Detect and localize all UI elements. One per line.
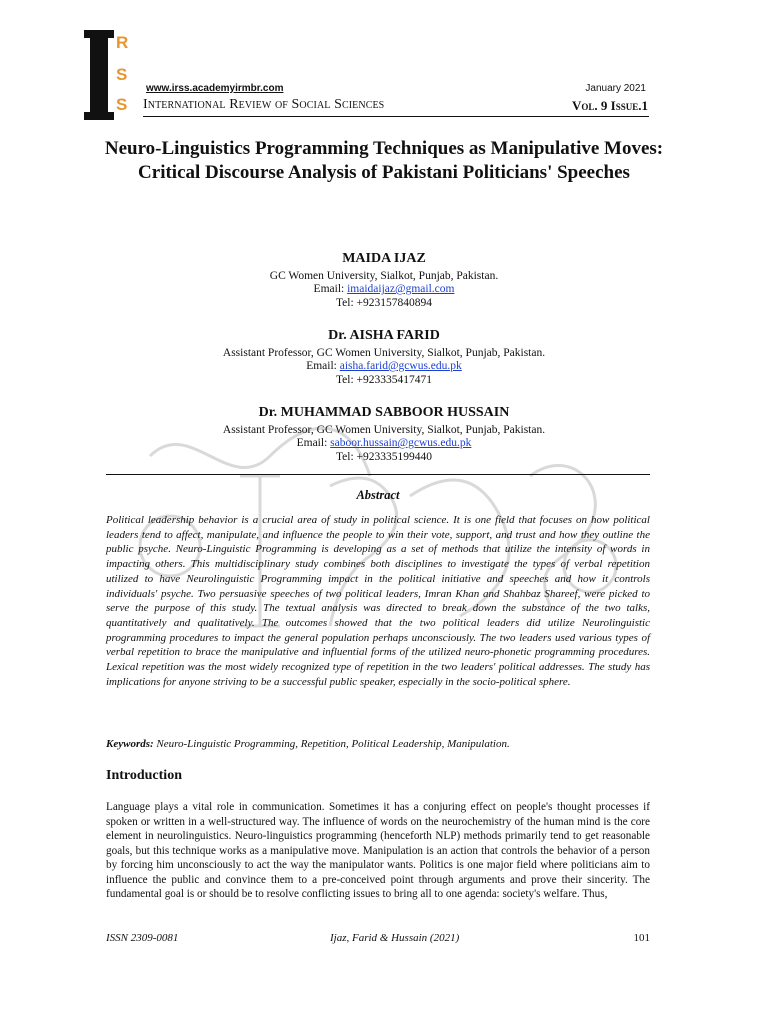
email-label: Email: (313, 283, 348, 295)
author-block-2 (100, 329, 668, 387)
logo-letter-s1: S (116, 65, 128, 84)
abstract-divider (106, 474, 650, 475)
volume-issue: Vol. 9 Issue.1 (572, 98, 648, 113)
email-label: Email: (296, 437, 331, 449)
email-label: Email: (306, 360, 340, 372)
keywords-label: Keywords: (106, 738, 154, 750)
author-affiliation: Assistant Professor, GC Women University, Sialkot, Punjab, Pakistan. (222, 346, 546, 359)
author-email-link[interactable]: imaidaijaz@gmail.com (347, 283, 455, 295)
page-number: 101 (633, 932, 650, 944)
footer-issn: ISSN 2309-0081 (106, 932, 179, 944)
journal-logo (90, 30, 129, 120)
logo-letter-i (90, 30, 108, 116)
author-tel: Tel: +923157840894 (335, 296, 433, 309)
author-name: Dr. AISHA FARID (328, 328, 440, 343)
logo-letter-r: R (116, 33, 129, 52)
author-email-link[interactable]: saboor.hussain@gcwus.edu.pk (330, 437, 472, 449)
author-affiliation: GC Women University, Sialkot, Punjab, Pakistan. (269, 269, 499, 282)
introduction-text: Language plays a vital role in communication. Sometimes it has a conjuring effect on people's thought processes if spoken or written in a well-structured way. The influence of words on the neurochemistry of the human mind is the core element in neurolinguistics. Neuro-linguistics programming (henceforth NLP) methods primarily tend to get reasonable goals, but this technique works as a manipulative move. Manipulation is an action that controls the behavior of a person by forcing him unconsciously to act the way the manipulator wants. Politics is one major field where politicians aim to influence the public and convince them to a pre-conceived point through arguments and prove their sincerity. The fundamental goal is or should be to resolve conflicting issues to bring all to one agenda: society's welfare. Thus, (106, 801, 650, 900)
author-affiliation: Assistant Professor, GC Women University, Sialkot, Punjab, Pakistan. (222, 423, 546, 436)
introduction-heading: Introduction (106, 768, 182, 783)
keywords-line (106, 738, 650, 750)
author-email-line (100, 437, 668, 451)
author-name: MAIDA IJAZ (342, 251, 426, 266)
author-block-3 (100, 406, 668, 464)
header-divider (143, 116, 649, 117)
keywords-text: Neuro-Linguistic Programming, Repetition, Political Leadership, Manipulation. (153, 738, 510, 750)
author-name: Dr. MUHAMMAD SABBOOR HUSSAIN (258, 405, 510, 420)
issue-date: January 2021 (585, 83, 646, 94)
journal-url-link[interactable]: www.irss.academyirmbr.com (146, 83, 284, 94)
logo-letter-s2: S (116, 95, 128, 114)
abstract-heading: Abstract (356, 488, 400, 502)
journal-name: International Review of Social Sciences (143, 97, 385, 112)
footer-citation: Ijaz, Farid & Hussain (2021) (330, 932, 460, 944)
author-email-link[interactable]: aisha.farid@gcwus.edu.pk (339, 360, 462, 372)
abstract-text: Political leadership behavior is a crucial area of study in political science. It is one field that focuses on how political leaders tend to affect, manipulate, and influence the people to win their vote, support, and trust and how they outline the public psyche. Neuro-Linguistic Programming is developing as a set of methods that utilize the intensity of words in impacting others. This multidisciplinary study combines both disciplines to investigate the types of verbal repetition utilized to have Neurolinguistic Programming impact in the political initiative and speeches and how it controls individuals' psyche. Two persuasive speeches of two political leaders, Imran Khan and Shahbaz Shareef, were picked to serve the purpose of this study. The textual analysis was directed to break down the substance of the two talks, quantitatively and qualitatively. The outcomes showed that the two political leaders did utilize Neurolinguistic programming procedures to impact the general population perhaps unconsciously. The two leaders used various types of verbal repetition to brace the manipulative and influential forms of the utilized neuro-phonetic programming procedures. Lexical repetition was the most widely recognized type of repetition in the two leaders' political addresses. The study has implications for anyone striving to be a successful public speaker, especially in the socio-political sphere. (106, 514, 650, 688)
paper-title: Neuro-Linguistics Programming Techniques as Manipulative Moves: Critical Discourse Analysis of Pakistani Politicians' Speeches (104, 138, 664, 183)
author-tel: Tel: +923335417471 (335, 373, 433, 386)
author-block-1 (100, 252, 668, 310)
author-email-line (100, 360, 668, 374)
author-email-line (100, 283, 668, 297)
author-tel: Tel: +923335199440 (335, 450, 433, 463)
